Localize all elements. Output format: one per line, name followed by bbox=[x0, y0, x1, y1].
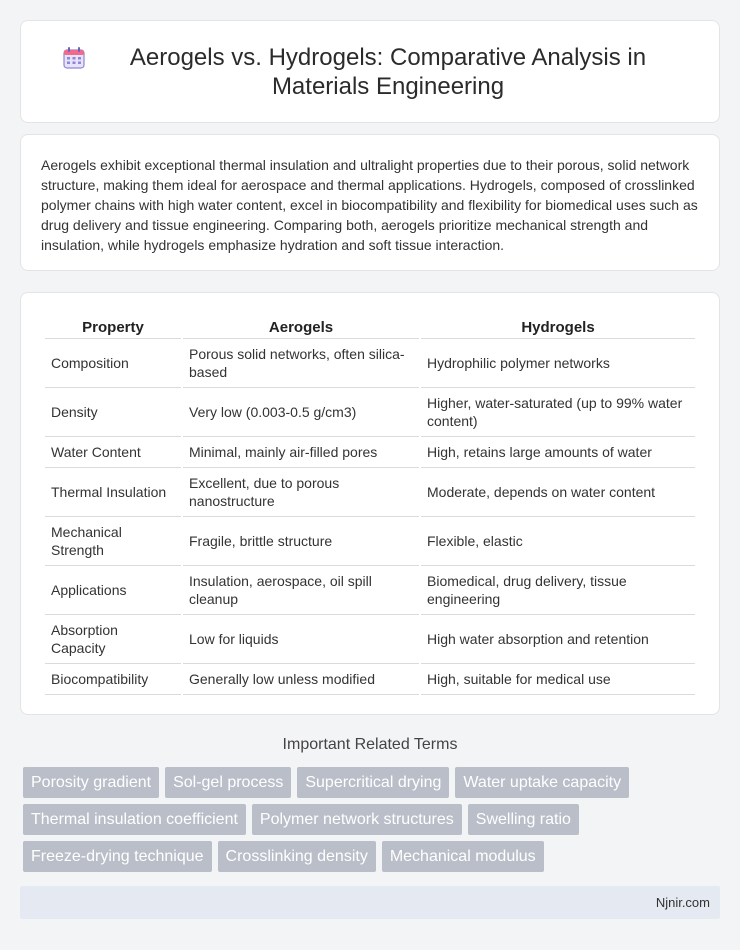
cell-property: Water Content bbox=[45, 437, 181, 468]
tag-sol-gel-process[interactable]: Sol-gel process bbox=[165, 767, 291, 798]
table-row bbox=[45, 615, 695, 664]
footer-site-link[interactable]: Njnir.com bbox=[655, 895, 710, 910]
cell-hydrogels: High, suitable for medical use bbox=[421, 664, 695, 695]
summary-card bbox=[20, 134, 720, 271]
cell-hydrogels: High water absorption and retention bbox=[421, 615, 695, 664]
cell-aerogels: Excellent, due to porous nanostructure bbox=[183, 468, 419, 517]
table-row bbox=[45, 339, 695, 388]
cell-hydrogels: Flexible, elastic bbox=[421, 517, 695, 566]
cell-hydrogels: Biomedical, drug delivery, tissue engineering bbox=[421, 566, 695, 615]
page-title: Aerogels vs. Hydrogels: Comparative Analysis in Materials Engineering bbox=[129, 43, 647, 100]
title-card bbox=[20, 20, 720, 123]
cell-property: Mechanical Strength bbox=[45, 517, 181, 566]
cell-hydrogels: Moderate, depends on water content bbox=[421, 468, 695, 517]
cell-property: Composition bbox=[45, 339, 181, 388]
cell-hydrogels: High, retains large amounts of water bbox=[421, 437, 695, 468]
tag-freeze-drying-technique[interactable]: Freeze-drying technique bbox=[23, 841, 212, 872]
cell-property: Biocompatibility bbox=[45, 664, 181, 695]
calendar-icon bbox=[61, 45, 87, 71]
header-hydrogels: Hydrogels bbox=[421, 313, 695, 339]
cell-aerogels: Very low (0.003-0.5 g/cm3) bbox=[183, 388, 419, 437]
tag-row bbox=[23, 804, 723, 835]
tag-swelling-ratio[interactable]: Swelling ratio bbox=[468, 804, 579, 835]
cell-aerogels: Low for liquids bbox=[183, 615, 419, 664]
cell-aerogels: Minimal, mainly air-filled pores bbox=[183, 437, 419, 468]
cell-hydrogels: Hydrophilic polymer networks bbox=[421, 339, 695, 388]
tag-row bbox=[23, 841, 723, 872]
tag-water-uptake-capacity[interactable]: Water uptake capacity bbox=[455, 767, 629, 798]
table-row bbox=[45, 388, 695, 437]
cell-hydrogels: Higher, water-saturated (up to 99% water content) bbox=[421, 388, 695, 437]
cell-aerogels: Fragile, brittle structure bbox=[183, 517, 419, 566]
table-header-row bbox=[45, 313, 695, 339]
tag-mechanical-modulus[interactable]: Mechanical modulus bbox=[382, 841, 544, 872]
tag-thermal-insulation-coefficient[interactable]: Thermal insulation coefficient bbox=[23, 804, 246, 835]
cell-property: Absorption Capacity bbox=[45, 615, 181, 664]
cell-aerogels: Insulation, aerospace, oil spill cleanup bbox=[183, 566, 419, 615]
header-property: Property bbox=[45, 313, 181, 339]
cell-property: Thermal Insulation bbox=[45, 468, 181, 517]
cell-aerogels: Generally low unless modified bbox=[183, 664, 419, 695]
tag-row bbox=[23, 767, 723, 798]
cell-property: Applications bbox=[45, 566, 181, 615]
related-terms-tags bbox=[23, 767, 723, 878]
table-row bbox=[45, 517, 695, 566]
table-row bbox=[45, 566, 695, 615]
table-row bbox=[45, 468, 695, 517]
tag-polymer-network-structures[interactable]: Polymer network structures bbox=[252, 804, 462, 835]
comparison-table-card bbox=[20, 292, 720, 715]
summary-text: Aerogels exhibit exceptional thermal insulation and ultralight properties due to their porous, solid network structure, making them ideal for aerospace and thermal applications. Hydrogels, composed of crosslinked polymer chains with high water content, excel in biocompatibility and flexibility for biomedical uses such as drug delivery and tissue engineering. Comparing both, aerogels prioritize mechanical strength and insulation, while hydrogels emphasize hydration and soft tissue interaction. bbox=[41, 157, 698, 253]
cell-aerogels: Porous solid networks, often silica-based bbox=[183, 339, 419, 388]
cell-property: Density bbox=[45, 388, 181, 437]
tag-crosslinking-density[interactable]: Crosslinking density bbox=[218, 841, 376, 872]
header-aerogels: Aerogels bbox=[183, 313, 419, 339]
title-wrap bbox=[61, 43, 679, 101]
table-row bbox=[45, 664, 695, 695]
related-terms-title: Important Related Terms bbox=[282, 736, 458, 753]
footer bbox=[20, 886, 720, 919]
tag-supercritical-drying[interactable]: Supercritical drying bbox=[297, 767, 449, 798]
tag-porosity-gradient[interactable]: Porosity gradient bbox=[23, 767, 159, 798]
table-row bbox=[45, 437, 695, 468]
comparison-table bbox=[43, 313, 697, 695]
